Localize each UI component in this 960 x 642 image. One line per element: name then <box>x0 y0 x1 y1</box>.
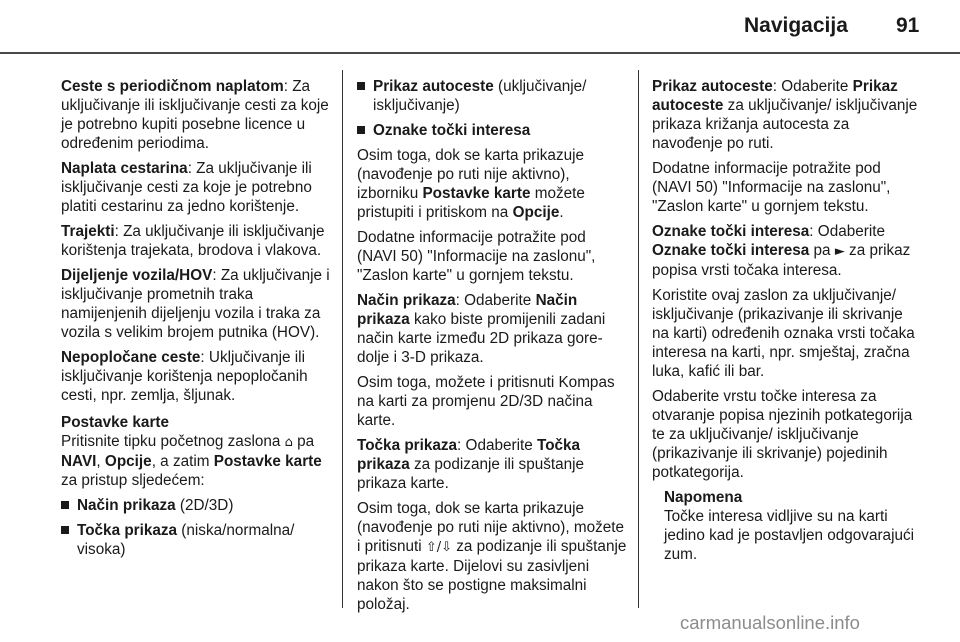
text: možete pristupiti i pritiskom na <box>357 185 585 221</box>
term: Ceste s periodičnom naplatom <box>61 78 284 95</box>
term: Točka prikaza <box>357 437 581 473</box>
list-item <box>357 121 629 140</box>
list-item <box>61 521 333 559</box>
text: pa <box>292 433 315 450</box>
note-box <box>664 488 924 564</box>
text: Pritisnite tipku početnog zaslona <box>61 433 285 450</box>
paragraph <box>357 436 629 493</box>
term: Opcije <box>512 204 560 221</box>
text: kako biste promijenili zadani način karte između 2D prikaza gore-dolje i 3-D prikaza. <box>357 311 606 366</box>
term: Oznake točki interesa <box>652 242 810 259</box>
bullet-icon <box>61 526 69 534</box>
column-divider <box>638 70 639 608</box>
paragraph <box>652 286 924 381</box>
section-heading: Postavke karte <box>61 414 169 431</box>
watermark: carmanualsonline.info <box>680 612 860 633</box>
bullet-icon <box>357 82 365 90</box>
text: : Odaberite <box>457 437 537 454</box>
text: pa <box>809 242 835 259</box>
text: (uključivanje/ isključivanje) <box>373 78 587 114</box>
paragraph <box>652 222 924 280</box>
text: : Odaberite <box>455 292 536 309</box>
column-2 <box>357 77 629 620</box>
note-text: Točke interesa vidljive su na karti jedino kad je postavljen odgovarajući zum. <box>664 508 915 563</box>
text: Odaberite vrstu točke interesa za otvaranje popisa njezinih potkategorija te za uključivanje/ isključivanje (prikazivanje ili skrivanje) pojedinih potkategorija. <box>652 388 913 481</box>
paragraph <box>357 291 629 367</box>
column-1 <box>61 77 333 565</box>
list-item <box>61 496 333 515</box>
play-arrow-icon: ► <box>834 244 845 259</box>
text: : Odaberite <box>809 223 885 240</box>
text: za prikaz popisa vrsti točaka interesa. <box>652 242 911 279</box>
term: Prikaz autoceste <box>652 78 773 95</box>
column-3 <box>652 77 924 564</box>
text: Osim toga, možete i pritisnuti Kompas na karti za promjenu 2D/3D načina karte. <box>357 374 615 429</box>
text: (2D/3D) <box>175 497 234 514</box>
paragraph <box>357 499 629 614</box>
term: Prikaz autoceste <box>652 78 898 114</box>
text: za pristup sljedećem: <box>61 472 205 489</box>
text: : Za uključivanje ili isključivanje korištenja trajekata, brodova i vlakova. <box>61 223 325 259</box>
term: Nepopločane ceste <box>61 349 201 366</box>
text: Osim toga, dok se karta prikazuje (navođenje po ruti nije aktivno), možete i pritisnuti <box>357 500 624 555</box>
text: . <box>559 204 564 221</box>
paragraph <box>61 348 333 405</box>
paragraph <box>652 77 924 153</box>
home-icon: ⌂ <box>284 435 293 450</box>
text: za uključivanje/ isključivanje prikaza križanja autocesta za navođenje po ruti. <box>652 97 918 152</box>
bullet-icon <box>357 126 365 134</box>
term: Oznake točki interesa <box>652 223 810 240</box>
text: : Za uključivanje i isključivanje prometnih traka namijenjenih dijeljenju vozila i traka za vozila s velikim brojem putnika (HOV). <box>61 267 330 341</box>
paragraph <box>652 387 924 482</box>
text: , a zatim <box>151 453 214 470</box>
list-item <box>357 77 629 115</box>
text: : Za uključivanje ili isključivanje cesti za koje je potrebno platiti cestarinu za jedno korištenje. <box>61 160 312 215</box>
text: : Za uključivanje ili isključivanje cesti za koje je potrebno kupiti posebne licence u određenim periodima. <box>61 78 329 152</box>
term: Postavke karte <box>213 453 322 470</box>
note-title: Napomena <box>664 489 743 506</box>
term: Način prikaza <box>357 292 456 309</box>
term: Točka prikaza <box>357 437 458 454</box>
term: Oznake točki interesa <box>373 122 531 139</box>
term: Naplata cestarina <box>61 160 188 177</box>
paragraph <box>357 146 629 222</box>
paragraph <box>61 77 333 153</box>
term: Dijeljenje vozila/HOV <box>61 267 213 284</box>
term: Postavke karte <box>422 185 531 202</box>
term: Način prikaza <box>77 497 176 514</box>
text: : Odaberite <box>772 78 853 95</box>
text: za podizanje ili spuštanje prikaza karte. Dijelovi su zasivljeni nakon što se postigne maksimalni položaj. <box>357 538 627 613</box>
header-rule <box>0 52 960 54</box>
paragraph <box>357 373 629 430</box>
text: za podizanje ili spuštanje prikaza karte. <box>357 456 585 492</box>
paragraph <box>61 266 333 342</box>
text: : Uključivanje ili isključivanje korištenja nepopločanih cesti, npr. zemlja, šljunak. <box>61 349 308 404</box>
text: Dodatne informacije potražite pod (NAVI 50) "Informacije na zaslonu", "Zaslon karte" u gornjem tekstu. <box>357 229 596 284</box>
text: Osim toga, dok se karta prikazuje (navođenje po ruti nije aktivno), izborniku <box>357 147 585 202</box>
text: Koristite ovaj zaslon za uključivanje/ isključivanje (prikazivanje ili skrivanje na karti) određenih oznaka vrsti točaka interesa na karti, npr. smještaj, zračna luka, kafić ili bar. <box>652 287 915 380</box>
term: Prikaz autoceste <box>373 78 494 95</box>
term: NAVI <box>61 453 97 470</box>
text: Dodatne informacije potražite pod (NAVI 50) "Informacije na zaslonu", "Zaslon karte" u gornjem tekstu. <box>652 160 891 215</box>
text: (niska/normalna/ visoka) <box>77 522 295 558</box>
page-number: 91 <box>896 14 920 37</box>
paragraph <box>652 159 924 216</box>
paragraph <box>61 222 333 260</box>
page-header-title: Navigacija <box>744 14 848 37</box>
up-down-arrow-icon: ⇧/⇩ <box>425 540 453 555</box>
term: Točka prikaza <box>77 522 178 539</box>
text: , <box>96 453 105 470</box>
paragraph <box>61 159 333 216</box>
paragraph <box>61 413 333 490</box>
bullet-icon <box>61 501 69 509</box>
column-divider <box>342 70 343 608</box>
paragraph <box>357 228 629 285</box>
term: Trajekti <box>61 223 115 240</box>
term: Opcije <box>104 453 152 470</box>
term: Način prikaza <box>357 292 578 328</box>
